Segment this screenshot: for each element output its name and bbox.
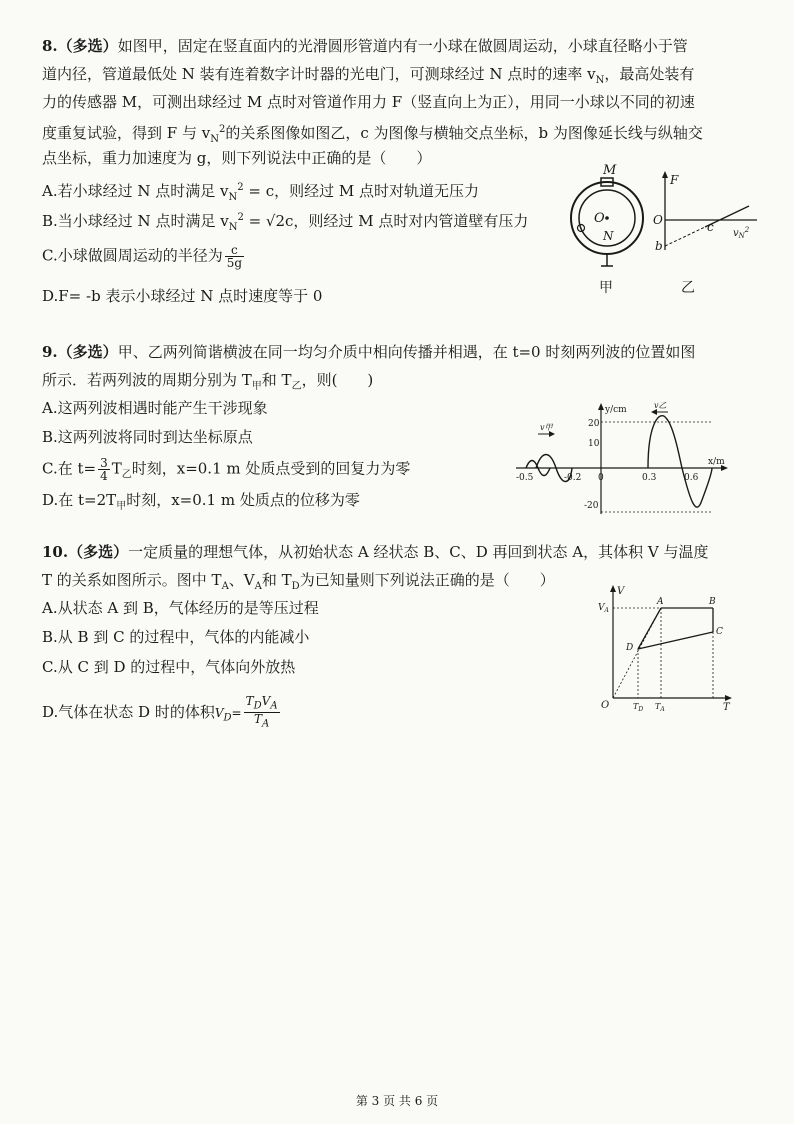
q8-option-c	[42, 244, 246, 269]
q10-text-2c: 和 T	[261, 571, 292, 589]
q9-y-label: y/cm	[605, 405, 627, 415]
q10-opt-d-den: $T_A$	[253, 712, 270, 730]
q8-opt-c-fraction	[225, 244, 244, 269]
q9-line-2	[42, 370, 373, 397]
q8-opt-d: D.F= -b 表示小球经过 N 点时速度等于 0	[42, 287, 323, 305]
q8-text-3: 力的传感器 M，可测出球经过 M 点时对管道作用力 F（竖直向上为正），用同一小球以不同的初速	[42, 93, 695, 111]
q8-opt-c-pre: C.小球做圆周运动的半径为	[42, 246, 223, 265]
q8-opt-c-den: 5g	[226, 256, 243, 270]
q8-text-4: 度重复试验，得到 F 与 v	[42, 124, 211, 142]
q10-opt-d-num: $T_DV_A$	[245, 694, 278, 712]
q9-opt-c-sub: 乙	[121, 469, 132, 481]
jia-center-dot	[605, 216, 609, 220]
jia-label-m: M	[603, 163, 617, 178]
q10-option-d	[42, 695, 282, 731]
q8-opt-a-tail: = c，则经过 M 点时对轨道无压力	[243, 182, 480, 200]
q8-line-3	[42, 92, 695, 112]
q10-text-2b: 、V	[228, 571, 255, 589]
q9-option-d	[42, 490, 360, 517]
q10-label-a: A	[657, 597, 664, 607]
q8-number: 8.	[42, 37, 58, 55]
q10-label-d: D	[626, 643, 634, 653]
q10-label-b: B	[709, 597, 716, 607]
q10-text-2d: 为已知量则下列说法正确的是（ ）	[299, 571, 555, 589]
q9-opt-c-den: 4	[100, 469, 108, 483]
q10-option-a	[42, 598, 319, 618]
q10-label-va: $V_A$	[598, 603, 609, 614]
yi-f-arrow	[662, 171, 668, 178]
q10-opt-a: A.从状态 A 到 B，气体经历的是等压过程	[42, 599, 319, 617]
q9-opt-b: B.这两列波将同时到达坐标原点	[42, 428, 253, 446]
q8-opt-b-pre: B.当小球经过 N 点时满足 v	[42, 212, 229, 230]
q8-text-1: 如图甲，固定在竖直面内的光滑圆形管道内有一小球在做圆周运动，小球直径略小于管	[117, 37, 688, 55]
q8-sup-2: 2	[218, 124, 226, 135]
q10-opt-c: C.从 C 到 D 的过程中，气体向外放热	[42, 658, 296, 676]
q10-label-c: C	[716, 627, 723, 637]
q10-label-o: O	[601, 700, 610, 711]
q9-wave-yi	[648, 416, 712, 507]
q8-opt-a-sub: N	[228, 192, 238, 203]
q8-figure-yi	[645, 168, 765, 298]
q10-label-v: V	[617, 586, 625, 597]
q9-v-jia: v甲	[540, 423, 553, 432]
q9-tag: （多选）	[57, 343, 118, 361]
q9-text-2c: ，则( )	[301, 371, 374, 389]
q9-x-label: x/m	[708, 457, 725, 467]
q10-label-td: $T_D$	[633, 702, 644, 713]
q9-sub-jia: 甲	[251, 381, 262, 392]
jia-label-n: N	[603, 229, 614, 243]
q8-text-4b: 的关系图像如图乙，c 为图像与横轴交点坐标，b 为图像延长线与纵轴交	[225, 124, 703, 142]
q8-opt-b-tail: = √2c，则经过 M 点时对内管道壁有压力	[243, 212, 529, 230]
q8-opt-a-sup: 2	[237, 182, 244, 193]
q10-option-c	[42, 657, 295, 677]
q9-text-1: 甲、乙两列简谐横波在同一均匀介质中相向传播并相遇，在 t=0 时刻两列波的位置如图	[117, 343, 696, 361]
q9-opt-c-fraction	[98, 457, 110, 482]
q9-y-arrow	[598, 403, 604, 410]
q9-text-2b: 和 T	[261, 371, 292, 389]
q9-sub-yi: 乙	[291, 381, 302, 392]
q8-line-1	[42, 36, 688, 56]
q9-tick-neg02: -0.2	[564, 473, 582, 483]
q9-text-2a: 所示．若两列波的周期分别为 T	[42, 371, 252, 389]
q9-option-c	[42, 457, 410, 486]
q8-opt-a-pre: A.若小球经过 N 点时满足 v	[42, 182, 229, 200]
yi-extension-line	[665, 227, 705, 246]
q9-opt-a: A.这两列波相遇时能产生干涉现象	[42, 399, 268, 417]
q9-v-yi: v乙	[654, 401, 667, 410]
q9-opt-c-pre: C.在 t=	[42, 459, 97, 478]
q9-opt-d-pre: D.在 t=2T	[42, 491, 117, 509]
q8-text-2: 道内径，管道最低处 N 装有连着数字计时器的光电门，可测球经过 N 点时的速率 v	[42, 65, 596, 83]
q10-opt-b: B.从 B 到 C 的过程中，气体的内能减小	[42, 628, 310, 646]
q9-option-a	[42, 398, 268, 418]
q9-opt-d-tail: 时刻，x=0.1 m 处质点的位移为零	[126, 491, 360, 509]
q8-line-2	[42, 64, 694, 91]
yi-caption: 乙	[681, 280, 695, 296]
q8-opt-b-sup: 2	[237, 212, 244, 223]
q10-t-arrow	[725, 695, 732, 701]
q9-option-b	[42, 427, 253, 447]
q8-option-d	[42, 286, 322, 306]
q9-tick-0: 0	[598, 473, 604, 483]
jia-label-o: O	[594, 211, 605, 226]
q9-y-pos: 10	[588, 439, 600, 449]
q9-opt-d-sub: 甲	[116, 501, 127, 512]
q10-number: 10.	[42, 543, 69, 561]
q8-figure-jia	[565, 160, 645, 300]
q8-text-2b: ，最高处装有	[604, 65, 695, 83]
q10-opt-d-pre: D.气体在状态 D 时的体积	[42, 702, 215, 721]
q9-number: 9.	[42, 343, 58, 361]
q9-y-top: 20	[588, 419, 600, 429]
q10-vt-figure	[595, 582, 735, 714]
q9-tick-neg05: -0.5	[516, 473, 534, 483]
q9-tick-06: 0.6	[684, 473, 699, 483]
q10-v-arrow	[610, 585, 616, 592]
q10-opt-d-v: $V_D=$	[214, 705, 242, 724]
q10-da-line	[638, 608, 661, 649]
q8-option-b	[42, 208, 528, 238]
q10-sub-a2: A	[254, 581, 262, 592]
yi-label-o: O	[653, 213, 663, 227]
q8-sub-n2: N	[210, 134, 219, 145]
q8-tag: （多选）	[57, 37, 118, 55]
q8-sub-n: N	[595, 75, 605, 86]
q9-y-bot: -20	[584, 501, 599, 511]
q9-wave-figure	[512, 400, 734, 518]
q10-tag: （多选）	[68, 543, 129, 561]
q8-text-5: 点坐标，重力加速度为 g，则下列说法中正确的是（ ）	[42, 149, 432, 167]
q10-opt-d-fraction	[244, 695, 280, 731]
q8-option-a	[42, 178, 479, 208]
q10-sub-d: D	[291, 581, 300, 592]
q10-label-ta: $T_A$	[655, 702, 665, 713]
q10-text-2a: T 的关系如图所示。图中 T	[42, 571, 222, 589]
yi-label-c: c	[707, 220, 714, 234]
q10-text-1: 一定质量的理想气体，从初始状态 A 经状态 B、C、D 再回到状态 A，其体积 V 与温度	[128, 543, 709, 561]
q10-option-b	[42, 627, 309, 647]
q9-opt-c-num: 3	[100, 456, 108, 470]
q9-line-1	[42, 342, 695, 362]
q8-line-5	[42, 148, 431, 168]
yi-label-f: F	[670, 173, 679, 187]
yi-axis-label: $v_N^2$	[733, 226, 750, 240]
q8-opt-c-num: c	[225, 244, 244, 257]
q9-tick-03: 0.3	[642, 473, 657, 483]
q10-line-1	[42, 542, 709, 562]
q9-opt-c-t: T	[111, 459, 122, 478]
q8-opt-b-sub: N	[228, 222, 238, 233]
page-footer: 第 3 页 共 6 页	[355, 1094, 439, 1108]
q9-opt-c-tail: 时刻，x=0.1 m 处质点受到的回复力为零	[131, 459, 411, 478]
q10-line-2	[42, 570, 555, 597]
q10-sub-a1: A	[221, 581, 229, 592]
q10-cd-line	[638, 632, 713, 649]
q8-line-4	[42, 120, 703, 150]
jia-caption: 甲	[599, 280, 613, 296]
yi-label-b: b	[655, 239, 663, 253]
q10-label-t: T	[723, 702, 730, 713]
